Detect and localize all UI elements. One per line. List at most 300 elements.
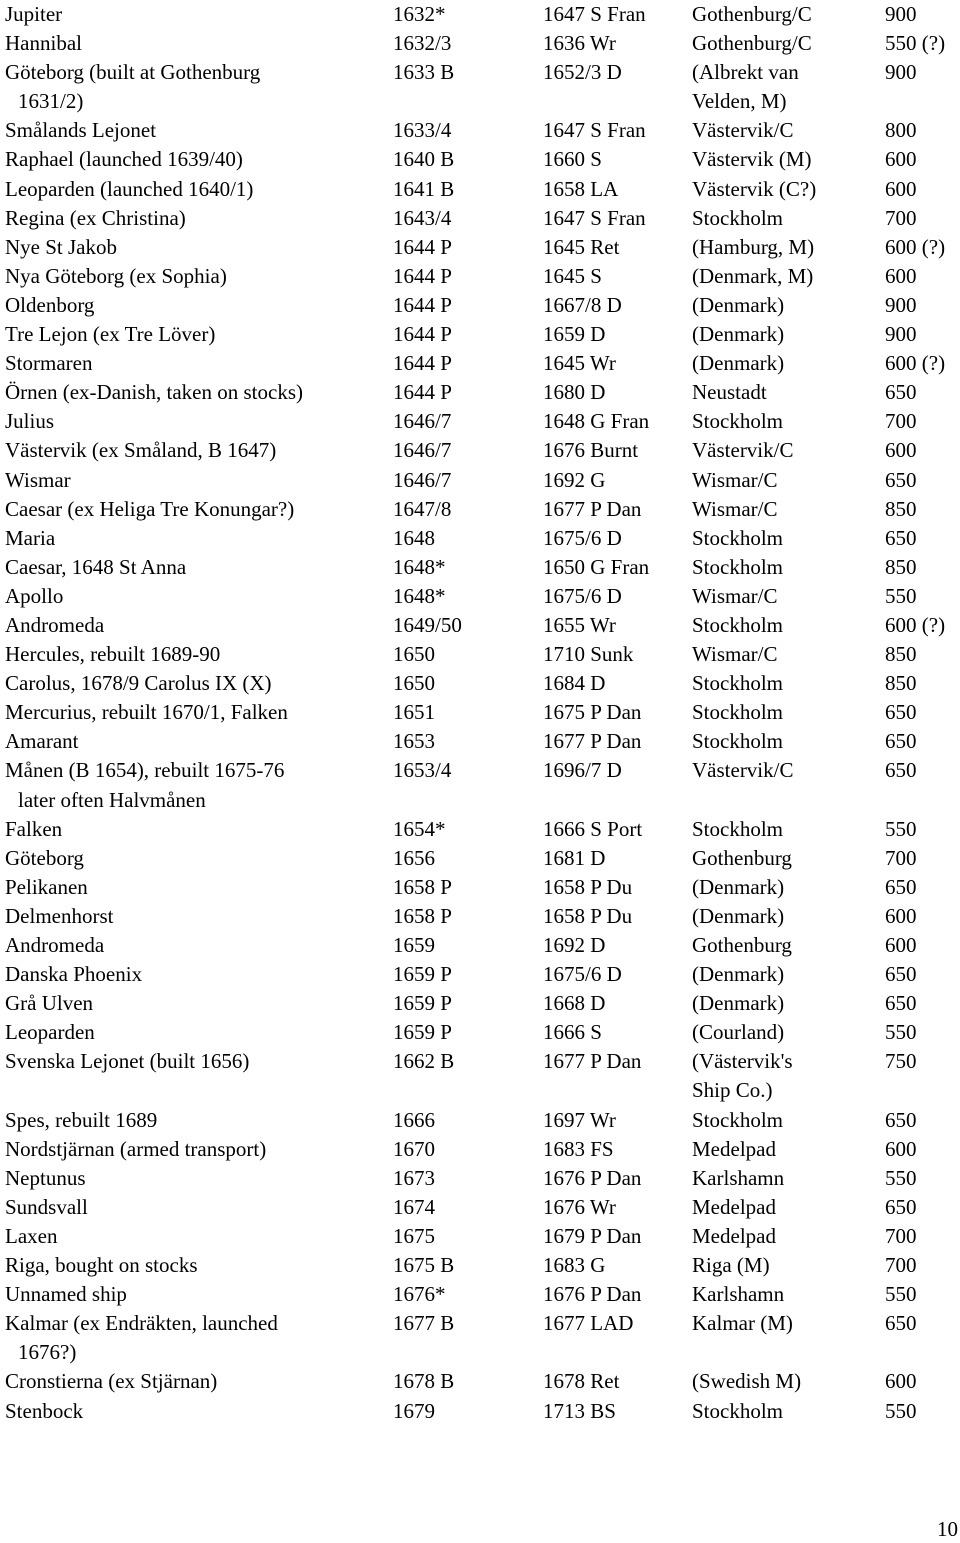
tonnage-cell: 650: [885, 1194, 917, 1219]
acquired-cell: 1659 P: [393, 991, 452, 1016]
base-text: Medelpad: [692, 1194, 776, 1219]
tonnage-cell: 850: [885, 642, 917, 667]
base-text: Stockholm: [692, 1398, 784, 1423]
base-text: Gothenburg: [692, 845, 792, 870]
fate-cell: 1645 S: [543, 263, 602, 288]
ship-name-cell: [5, 262, 390, 291]
ship-name-continued: 1631/2): [18, 89, 84, 114]
acquired-cell: 1633/4: [393, 118, 452, 143]
fate-cell: 1676 P Dan: [543, 1282, 642, 1307]
base-text: (Västervik's: [692, 1049, 793, 1074]
ship-name-cell: [5, 756, 390, 814]
base-text: (Denmark): [692, 292, 785, 317]
fate-cell: 1713 BS: [543, 1398, 616, 1423]
base-text: Västervik/C: [692, 438, 794, 463]
ship-name: Stenbock: [5, 1398, 84, 1423]
ship-name: Andromeda: [5, 612, 105, 637]
base-cell: [692, 0, 872, 29]
tonnage-cell: 600 (?): [885, 234, 946, 259]
base-cell: [692, 815, 872, 844]
ship-name: Riga, bought on stocks: [5, 1253, 198, 1278]
base-text: Västervik/C: [692, 758, 794, 783]
ship-name: Oldenborg: [5, 292, 95, 317]
ship-name-cell: [5, 320, 390, 349]
tonnage-cell: 550: [885, 816, 917, 841]
tonnage-cell: 650: [885, 467, 917, 492]
base-text: Stockholm: [692, 525, 784, 550]
fate-cell: 1647 S Fran: [543, 205, 646, 230]
tonnage-cell: 600: [885, 1369, 917, 1394]
fate-cell: 1650 G Fran: [543, 554, 650, 579]
fate-cell: 1676 Burnt: [543, 438, 639, 463]
base-text: (Denmark): [692, 874, 785, 899]
fate-cell: 1677 P Dan: [543, 729, 642, 754]
fate-cell: 1684 D: [543, 671, 606, 696]
fate-cell: 1683 FS: [543, 1136, 614, 1161]
ship-name: Danska Phoenix: [5, 962, 143, 987]
ship-name-cell: [5, 1106, 390, 1135]
fate-cell: 1681 D: [543, 845, 606, 870]
ship-name-continued: 1676?): [18, 1340, 77, 1365]
base-cell: [692, 1018, 872, 1047]
ship-name-cell: [5, 844, 390, 873]
base-text: Stockholm: [692, 612, 784, 637]
ship-name: Raphael (launched 1639/40): [5, 147, 243, 172]
ship-name-cell: [5, 1397, 390, 1426]
ship-name: Spes, rebuilt 1689: [5, 1107, 158, 1132]
ship-name: Wismar: [5, 467, 71, 492]
ship-name: Pelikanen: [5, 874, 88, 899]
tonnage-cell: 600 (?): [885, 351, 946, 376]
base-cell: [692, 902, 872, 931]
acquired-cell: 1646/7: [393, 409, 452, 434]
base-cell: [692, 1164, 872, 1193]
base-cell: [692, 204, 872, 233]
fate-cell: 1677 P Dan: [543, 496, 642, 521]
base-text: (Denmark): [692, 991, 785, 1016]
ship-name: Tre Lejon (ex Tre Löver): [5, 322, 216, 347]
acquired-cell: 1658 P: [393, 903, 452, 928]
tonnage-cell: 900: [885, 322, 917, 347]
base-cell: [692, 145, 872, 174]
ship-name-cell: [5, 960, 390, 989]
fate-cell: 1655 Wr: [543, 612, 616, 637]
fate-cell: 1636 Wr: [543, 31, 616, 56]
acquired-cell: 1644 P: [393, 263, 452, 288]
fate-cell: 1675/6 D: [543, 962, 622, 987]
base-cell: [692, 727, 872, 756]
acquired-cell: 1659: [393, 933, 435, 957]
base-text: (Denmark): [692, 322, 785, 347]
acquired-cell: 1676*: [393, 1282, 446, 1307]
base-cell: [692, 931, 872, 960]
ship-name: Svenska Lejonet (built 1656): [5, 1049, 250, 1074]
fate-cell: 1648 G Fran: [543, 409, 650, 434]
tonnage-cell: 850: [885, 496, 917, 521]
acquired-cell: 1653/4: [393, 758, 452, 783]
acquired-cell: 1647/8: [393, 496, 452, 521]
tonnage-cell: 800: [885, 118, 917, 143]
ship-name: Nya Göteborg (ex Sophia): [5, 263, 227, 288]
acquired-cell: 1644 P: [393, 351, 452, 376]
tonnage-cell: 700: [885, 205, 917, 230]
acquired-cell: 1646/7: [393, 438, 452, 463]
fate-cell: 1683 G: [543, 1253, 606, 1278]
ship-name: Leoparden: [5, 1020, 95, 1045]
base-cell: [692, 29, 872, 58]
tonnage-cell: 550 (?): [885, 31, 946, 56]
fate-cell: 1697 Wr: [543, 1107, 616, 1132]
acquired-cell: 1659 P: [393, 1020, 452, 1045]
acquired-cell: 1633 B: [393, 60, 455, 85]
fate-cell: 1658 LA: [543, 176, 619, 201]
base-cell: [692, 175, 872, 204]
base-cell: [692, 669, 872, 698]
base-text: Stockholm: [692, 816, 784, 841]
fate-cell: 1680 D: [543, 380, 606, 405]
ship-name-cell: [5, 145, 390, 174]
base-cell: [692, 320, 872, 349]
ship-name-cell: [5, 0, 390, 29]
ship-name-cell: [5, 902, 390, 931]
tonnage-cell: 650: [885, 1311, 917, 1336]
ship-name: Leoparden (launched 1640/1): [5, 176, 254, 201]
ship-name-cell: [5, 116, 390, 145]
ship-name: Maria: [5, 525, 56, 550]
ship-name-cell: [5, 989, 390, 1018]
fate-cell: 1696/7 D: [543, 758, 622, 783]
base-text: Västervik (M): [692, 147, 812, 172]
base-cell: [692, 1367, 872, 1396]
tonnage-cell: 700: [885, 409, 917, 434]
fate-cell: 1679 P Dan: [543, 1223, 642, 1248]
acquired-cell: 1677 B: [393, 1311, 455, 1336]
base-text: Medelpad: [692, 1223, 776, 1248]
tonnage-cell: 650: [885, 758, 917, 783]
ship-name-cell: [5, 553, 390, 582]
ship-name: Regina (ex Christina): [5, 205, 186, 230]
acquired-cell: 1678 B: [393, 1369, 455, 1394]
ship-name: Andromeda: [5, 933, 105, 957]
acquired-cell: 1632*: [393, 2, 446, 26]
base-cell: [692, 1047, 872, 1105]
base-cell: [692, 1251, 872, 1280]
base-cell: [692, 1106, 872, 1135]
tonnage-cell: 600: [885, 263, 917, 288]
acquired-cell: 1679: [393, 1398, 435, 1423]
tonnage-cell: 600: [885, 147, 917, 172]
ship-name-cell: [5, 1135, 390, 1164]
ship-name: Cronstierna (ex Stjärnan): [5, 1369, 218, 1394]
tonnage-cell: 650: [885, 1107, 917, 1132]
ship-name: Carolus, 1678/9 Carolus IX (X): [5, 671, 272, 696]
base-cell: [692, 291, 872, 320]
ship-name: Smålands Lejonet: [5, 118, 157, 143]
base-text: Medelpad: [692, 1136, 776, 1161]
ship-name-cell: [5, 495, 390, 524]
tonnage-cell: 650: [885, 874, 917, 899]
tonnage-cell: 900: [885, 292, 917, 317]
fate-cell: 1666 S Port: [543, 816, 643, 841]
base-text: (Denmark): [692, 351, 785, 376]
fate-cell: 1652/3 D: [543, 60, 622, 85]
fate-cell: 1658 P Du: [543, 903, 633, 928]
ship-name-cell: [5, 466, 390, 495]
base-text: Wismar/C: [692, 496, 778, 521]
ship-name-cell: [5, 931, 390, 960]
base-text: Stockholm: [692, 205, 784, 230]
ship-name-cell: [5, 58, 390, 116]
fate-cell: 1660 S: [543, 147, 602, 172]
fate-cell: 1692 D: [543, 933, 606, 957]
base-text: Wismar/C: [692, 583, 778, 608]
acquired-cell: 1644 P: [393, 380, 452, 405]
base-text: Wismar/C: [692, 467, 778, 492]
ship-name-continued: later often Halvmånen: [18, 787, 206, 812]
base-text: (Courland): [692, 1020, 785, 1045]
ship-name: Månen (B 1654), rebuilt 1675-76: [5, 758, 285, 783]
acquired-cell: 1632/3: [393, 31, 452, 56]
base-text: Stockholm: [692, 700, 784, 725]
ship-name: Västervik (ex Småland, B 1647): [5, 438, 277, 463]
acquired-cell: 1651: [393, 700, 435, 725]
base-cell: [692, 1397, 872, 1426]
base-text: Riga (M): [692, 1253, 770, 1278]
fate-cell: 1659 D: [543, 322, 606, 347]
tonnage-cell: 550: [885, 1020, 917, 1045]
base-text: Wismar/C: [692, 642, 778, 667]
fate-cell: 1668 D: [543, 991, 606, 1016]
ship-name-cell: [5, 349, 390, 378]
ship-name: Falken: [5, 816, 63, 841]
base-text: (Hamburg, M): [692, 234, 815, 259]
ship-name-cell: [5, 1193, 390, 1222]
acquired-cell: 1648*: [393, 554, 446, 579]
tonnage-cell: 600: [885, 1136, 917, 1161]
tonnage-cell: 850: [885, 554, 917, 579]
tonnage-cell: 700: [885, 845, 917, 870]
base-cell: [692, 116, 872, 145]
base-cell: [692, 1135, 872, 1164]
tonnage-cell: 600: [885, 933, 917, 957]
acquired-cell: 1653: [393, 729, 435, 754]
base-cell: [692, 407, 872, 436]
base-cell: [692, 349, 872, 378]
base-cell: [692, 756, 872, 785]
ship-name: Örnen (ex-Danish, taken on stocks): [5, 380, 303, 405]
acquired-cell: 1644 P: [393, 322, 452, 347]
ship-name-cell: [5, 1251, 390, 1280]
tonnage-cell: 900: [885, 60, 917, 85]
base-cell: [692, 466, 872, 495]
ship-name: Mercurius, rebuilt 1670/1, Falken: [5, 700, 288, 725]
ship-name: Stormaren: [5, 351, 93, 376]
ship-name-cell: [5, 727, 390, 756]
base-text: Stockholm: [692, 671, 784, 696]
page-number: 10: [937, 1517, 958, 1541]
ship-name: Amarant: [5, 729, 79, 754]
ship-name-cell: [5, 378, 390, 407]
tonnage-cell: 600: [885, 438, 917, 463]
base-cell: [692, 960, 872, 989]
fate-cell: 1678 Ret: [543, 1369, 620, 1394]
tonnage-cell: 900: [885, 2, 917, 26]
base-cell: [692, 582, 872, 611]
base-text: Karlshamn: [692, 1165, 785, 1190]
ship-name: Hercules, rebuilt 1689-90: [5, 642, 221, 667]
base-cell: [692, 698, 872, 727]
ship-name-cell: [5, 204, 390, 233]
tonnage-cell: 700: [885, 1223, 917, 1248]
tonnage-cell: 550: [885, 1398, 917, 1423]
fate-cell: 1666 S: [543, 1020, 602, 1045]
base-cell: [692, 495, 872, 524]
acquired-cell: 1644 P: [393, 292, 452, 317]
base-text-continued: Velden, M): [692, 89, 787, 114]
base-text: (Denmark): [692, 903, 785, 928]
tonnage-cell: 650: [885, 729, 917, 754]
base-cell: [692, 873, 872, 902]
fate-cell: 1692 G: [543, 467, 606, 492]
base-cell: [692, 989, 872, 1018]
acquired-cell: 1640 B: [393, 147, 455, 172]
fate-cell: 1645 Ret: [543, 234, 620, 259]
fate-cell: 1675/6 D: [543, 525, 622, 550]
base-text: Gothenburg/C: [692, 2, 812, 26]
ship-name-cell: [5, 582, 390, 611]
base-cell: [692, 1193, 872, 1222]
base-text: Gothenburg/C: [692, 31, 812, 56]
ship-name-cell: [5, 873, 390, 902]
base-cell: [692, 553, 872, 582]
base-text: Västervik (C?): [692, 176, 817, 201]
ship-name: Hannibal: [5, 31, 82, 56]
ship-name-cell: [5, 1018, 390, 1047]
ship-name-cell: [5, 175, 390, 204]
tonnage-cell: 650: [885, 962, 917, 987]
fate-cell: 1647 S Fran: [543, 118, 646, 143]
acquired-cell: 1662 B: [393, 1049, 455, 1074]
acquired-cell: 1650: [393, 671, 435, 696]
ship-name: Kalmar (ex Endräkten, launched: [5, 1311, 278, 1336]
ship-name-cell: [5, 1047, 390, 1076]
ship-name-cell: [5, 407, 390, 436]
base-text: Stockholm: [692, 729, 784, 754]
ship-name: Nye St Jakob: [5, 234, 117, 259]
acquired-cell: 1649/50: [393, 612, 462, 637]
tonnage-cell: 650: [885, 525, 917, 550]
ship-name-cell: [5, 29, 390, 58]
base-text: Gothenburg: [692, 933, 792, 957]
ship-name: Julius: [5, 409, 55, 434]
acquired-cell: 1648: [393, 525, 435, 550]
base-cell: [692, 58, 872, 116]
ship-name: Göteborg: [5, 845, 84, 870]
acquired-cell: 1659 P: [393, 962, 452, 987]
base-text: Neustadt: [692, 380, 767, 405]
base-cell: [692, 436, 872, 465]
base-text: Stockholm: [692, 1107, 784, 1132]
acquired-cell: 1670: [393, 1136, 435, 1161]
acquired-cell: 1658 P: [393, 874, 452, 899]
ship-name: Unnamed ship: [5, 1282, 127, 1307]
ship-name-cell: [5, 1367, 390, 1396]
ship-name: Caesar, 1648 St Anna: [5, 554, 187, 579]
ship-name-cell: [5, 291, 390, 320]
base-cell: [692, 233, 872, 262]
ship-name-cell: [5, 1309, 390, 1367]
base-cell: [692, 378, 872, 407]
base-cell: [692, 1222, 872, 1251]
base-cell: [692, 640, 872, 669]
ship-name: Nordstjärnan (armed transport): [5, 1136, 267, 1161]
base-text: Stockholm: [692, 554, 784, 579]
fate-cell: 1675 P Dan: [543, 700, 642, 725]
base-text: (Swedish M): [692, 1369, 802, 1394]
ship-name-cell: [5, 815, 390, 844]
tonnage-cell: 550: [885, 583, 917, 608]
ship-name: Caesar (ex Heliga Tre Konungar?): [5, 496, 295, 521]
ship-name-cell: [5, 1164, 390, 1193]
acquired-cell: 1666: [393, 1107, 435, 1132]
base-text: (Denmark, M): [692, 263, 814, 288]
acquired-cell: 1675 B: [393, 1253, 455, 1278]
acquired-cell: 1675: [393, 1223, 435, 1248]
base-text: Karlshamn: [692, 1282, 785, 1307]
base-cell: [692, 1309, 872, 1338]
acquired-cell: 1674: [393, 1194, 435, 1219]
base-text-continued: Ship Co.): [692, 1078, 773, 1103]
base-text: Västervik/C: [692, 118, 794, 143]
tonnage-cell: 650: [885, 700, 917, 725]
fate-cell: 1647 S Fran: [543, 2, 646, 26]
acquired-cell: 1643/4: [393, 205, 452, 230]
acquired-cell: 1646/7: [393, 467, 452, 492]
tonnage-cell: 600: [885, 903, 917, 928]
acquired-cell: 1648*: [393, 583, 446, 608]
tonnage-cell: 700: [885, 1253, 917, 1278]
base-text: Stockholm: [692, 409, 784, 434]
fate-cell: 1710 Sunk: [543, 642, 634, 667]
acquired-cell: 1650: [393, 642, 435, 667]
tonnage-cell: 600 (?): [885, 612, 946, 637]
ship-name: Delmenhorst: [5, 903, 114, 928]
tonnage-cell: 750: [885, 1049, 917, 1074]
tonnage-cell: 550: [885, 1165, 917, 1190]
ship-name: Sundsvall: [5, 1194, 88, 1219]
ship-name-cell: [5, 436, 390, 465]
ship-name-cell: [5, 1222, 390, 1251]
base-cell: [692, 611, 872, 640]
ship-name-cell: [5, 640, 390, 669]
ship-name: Grå Ulven: [5, 991, 94, 1016]
ship-name-cell: [5, 1280, 390, 1309]
tonnage-cell: 600: [885, 176, 917, 201]
tonnage-cell: 650: [885, 991, 917, 1016]
base-text: (Denmark): [692, 962, 785, 987]
tonnage-cell: 650: [885, 380, 917, 405]
ship-name-cell: [5, 611, 390, 640]
ship-name: Jupiter: [5, 2, 63, 26]
acquired-cell: 1641 B: [393, 176, 455, 201]
base-text: (Albrekt van: [692, 60, 799, 85]
acquired-cell: 1656: [393, 845, 435, 870]
ship-name-cell: [5, 233, 390, 262]
tonnage-cell: 850: [885, 671, 917, 696]
fate-cell: 1676 P Dan: [543, 1165, 642, 1190]
acquired-cell: 1673: [393, 1165, 435, 1190]
tonnage-cell: 550: [885, 1282, 917, 1307]
